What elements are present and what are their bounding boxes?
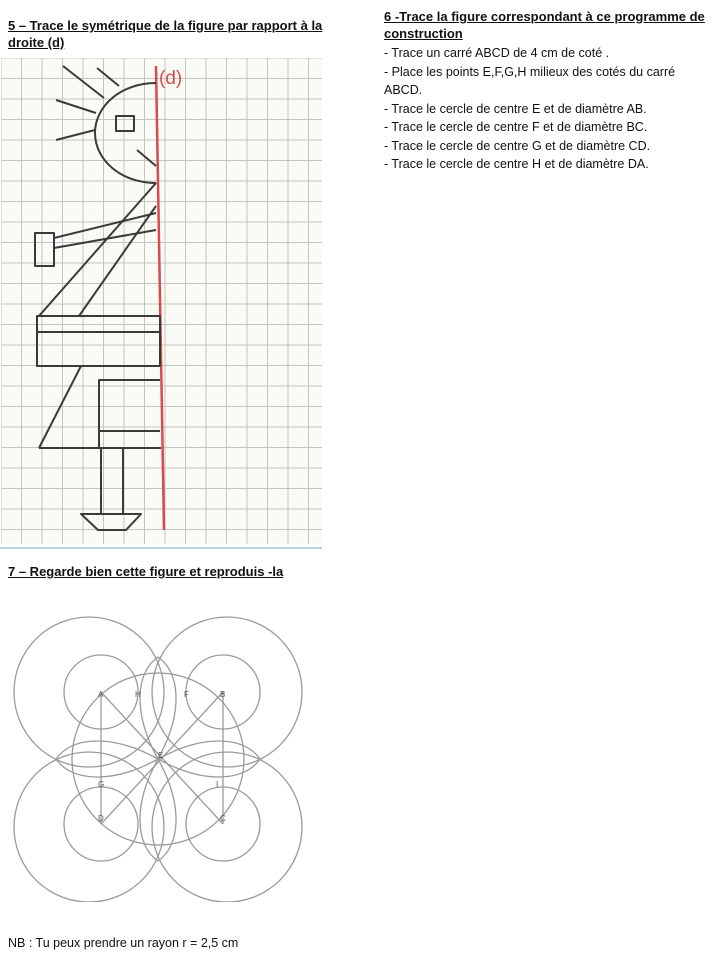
grid-paper: [1, 58, 322, 544]
construction-step: - Trace un carré ABCD de 4 cm de coté .: [384, 46, 610, 60]
construction-step: - Trace le cercle de centre H et de diamètre DA.: [384, 157, 649, 171]
large-circle: [152, 752, 302, 902]
construction-step: - Place les points E,F,G,H milieux des cotés du carré ABCD.: [384, 64, 676, 97]
point-label-d: D: [98, 814, 104, 823]
point-label-h: H: [135, 690, 141, 699]
nb-note: NB : Tu peux prendre un rayon r = 2,5 cm: [8, 936, 239, 950]
exercise6-title: 6 -Trace la figure correspondant à ce programme de construction: [384, 9, 705, 41]
large-circle: [14, 617, 164, 767]
construction-step: - Trace le cercle de centre G et de diamètre CD.: [384, 138, 651, 153]
large-circle: [14, 752, 164, 902]
exercise7-title: 7 – Regarde bien cette figure et reproduis -la: [8, 564, 284, 579]
point-label-e: E: [158, 751, 164, 760]
point-label-g: G: [98, 780, 105, 789]
point-label-c: C: [220, 814, 226, 823]
petal: [56, 741, 158, 777]
construction-step: - Trace le cercle de centre E et de diamètre AB.: [384, 101, 647, 116]
point-label-b: B: [220, 690, 226, 699]
axis-label: (d): [159, 68, 183, 89]
construction-step: - Trace le cercle de centre F et de diamètre BC.: [384, 120, 648, 134]
petal: [140, 759, 176, 861]
point-label-a: A: [98, 690, 104, 699]
point-label-f: F: [184, 690, 189, 699]
section-divider: [0, 547, 322, 549]
point-label-i: I: [216, 780, 219, 789]
symmetry-grid-figure: [1, 58, 322, 544]
exercise5-title: 5 – Trace le symétrique de la figure par rapport à la droite (d): [8, 18, 323, 50]
rosette-figure: [8, 602, 312, 902]
construction-steps: [384, 44, 694, 174]
petal: [140, 657, 176, 759]
